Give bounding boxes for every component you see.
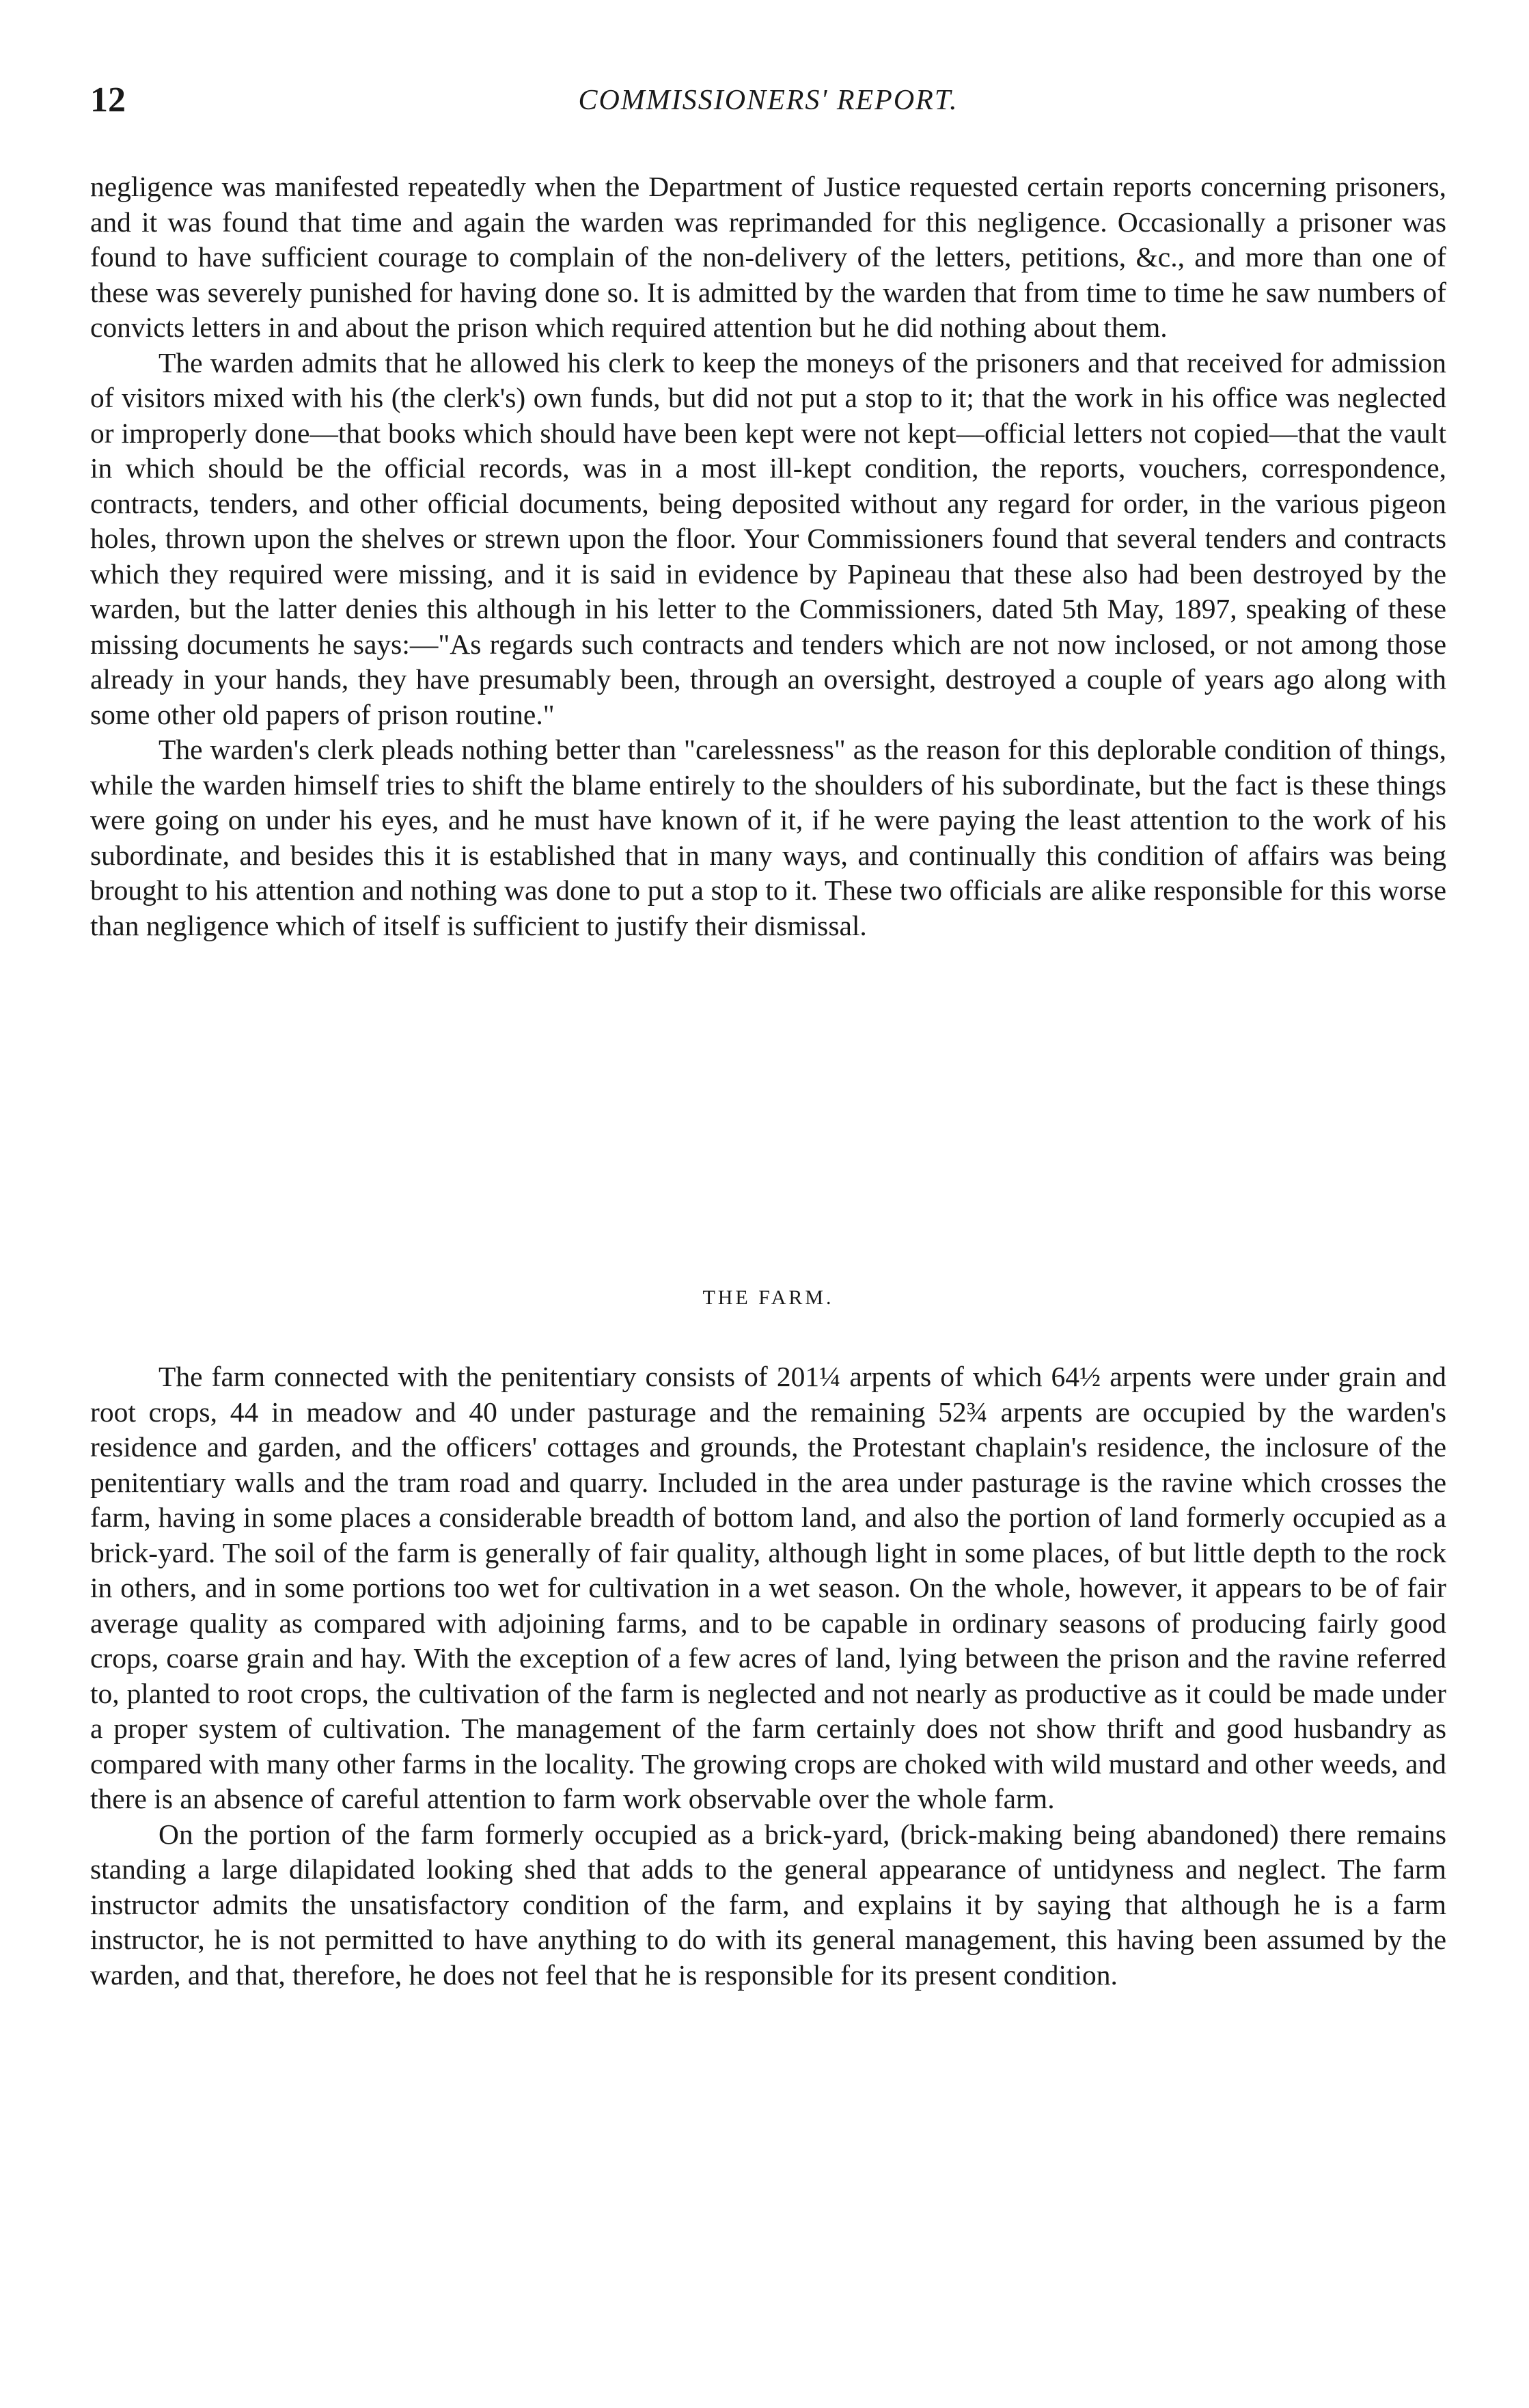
running-title: COMMISSIONERS' REPORT. (578, 85, 959, 116)
farm-section-text (90, 1359, 1446, 1993)
paragraph-continued: negligence was manifested repeatedly when the Department of Justice requested certain reports concerning prisoners, and it was found that time and again the warden was reprimanded for this negligence. Occasionally a prisoner was found to have sufficient courage to complain of the non-delivery of the letters, petitions, &c., and more than one of these was severely punished for having done so. It is admitted by the warden that from time to time he saw numbers of convicts letters in and about the prison which required attention but he did nothing about them. (90, 171, 1446, 343)
paragraph-clerk-pleads: The warden's clerk pleads nothing better than "carelessness" as the reason for this deplorable condition of things, while the warden himself tries to shift the blame entirely to the shoulders of his subordinate, but the fact is these things were going on under his eyes, and he must have known of it, if he were paying the least attention to the work of his subordinate, and besides this it is established that in many ways, and continually this condition of affairs was being brought to his attention and nothing was done to put a stop to it. These two officials are alike responsible for this worse than negligence which of itself is sufficient to justify their dismissal. (90, 734, 1446, 941)
paragraph-farm-description: The farm connected with the penitentiary consists of 201¼ arpents of which 64½ arpents were under grain and root crops, 44 in meadow and 40 under pasturage and the remaining 52¾ arpents are occupied by the warden's residence and garden, and the officers' cottages and grounds, the Protestant chaplain's residence, the inclosure of the penitentiary walls and the tram road and quarry. Included in the area under pasturage is the ravine which crosses the farm, having in some places a considerable breadth of bottom land, and also the portion of land formerly occupied as a brick-yard. The soil of the farm is generally of fair quality, although light in some places, of but little depth to the rock in others, and in some portions too wet for cultivation in a wet season. On the whole, however, it appears to be of fair average quality as compared with adjoining farms, and to be capable in ordinary seasons of producing fairly good crops, coarse grain and hay. With the exception of a few acres of land, lying between the prison and the ravine referred to, planted to root crops, the cultivation of the farm is neglected and not nearly as productive as it could be made under a proper system of cultivation. The management of the farm certainly does not show thrift and good husbandry as compared with many other farms in the locality. The growing crops are choked with wild mustard and other weeds, and there is an absence of careful attention to farm work observable over the whole farm. (90, 1361, 1446, 1814)
page-number: 12 (90, 81, 126, 120)
body-text (90, 169, 1446, 943)
paragraph-warden-admits: The warden admits that he allowed his clerk to keep the moneys of the prisoners and that received for admission of visitors mixed with his (the clerk's) own funds, but did not put a stop to it; that the work in his office was neglected or improperly done—that books which should have been kept were not kept—official letters not copied—that the vault in which should be the official records, was in a most ill-kept condition, the reports, vouchers, correspondence, contracts, tenders, and other official documents, being deposited without any regard for order, in the various pigeon holes, thrown upon the shelves or strewn upon the floor. Your Commissioners found that several tenders and contracts which they required were missing, and it is said in evidence by Papineau that these also had been destroyed by the warden, but the latter denies this although in his letter to the Commissioners, dated 5th May, 1897, speaking of these missing documents he says:—"As regards such contracts and tenders which are not now inclosed, or not among those already in your hands, they have presumably been, through an oversight, destroyed a couple of years ago along with some other old papers of prison routine." (90, 346, 1446, 730)
page-header (90, 77, 1446, 124)
paragraph-brick-yard: On the portion of the farm formerly occupied as a brick-yard, (brick-making being abandoned) there remains standing a large dilapidated looking shed that adds to the general appearance of untidyness and neglect. The farm instructor admits the unsatisfactory condition of the farm, and explains it by saying that although he is a farm instructor, he is not permitted to have anything to do with its general management, this having been assumed by the warden, and that, therefore, he does not feel that he is responsible for its present condition. (90, 1818, 1446, 1991)
section-heading-the-farm: THE FARM. (702, 1286, 834, 1309)
